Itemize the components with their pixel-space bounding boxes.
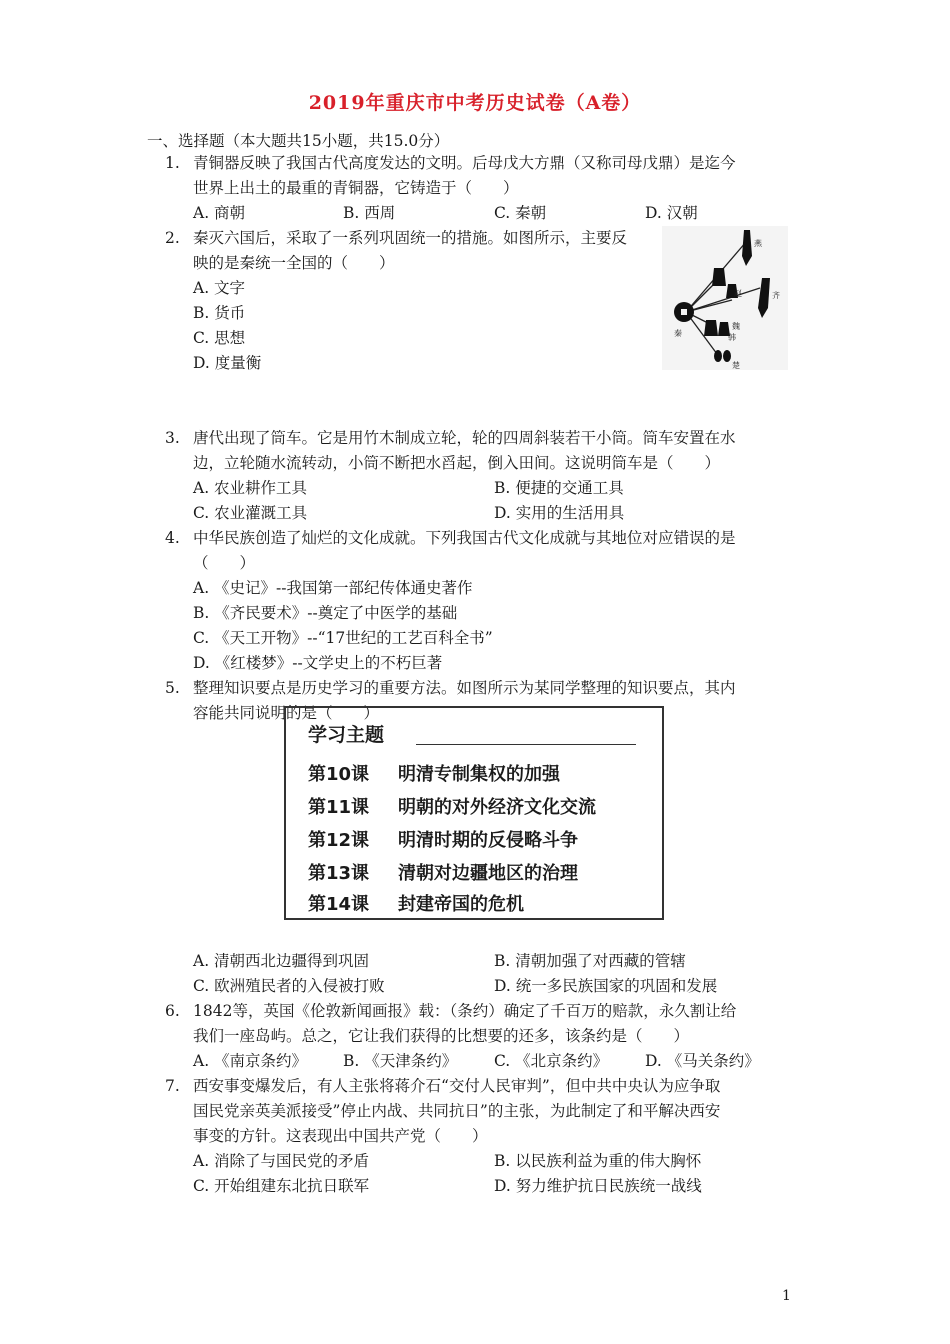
map-label-wei: 魏 bbox=[732, 322, 740, 331]
question-number: 2. bbox=[165, 229, 180, 247]
option-c: C. 秦朝 bbox=[494, 204, 547, 222]
question-text: 整理知识要点是历史学习的重要方法。如图所示为某同学整理的知识要点，其内 bbox=[193, 679, 736, 697]
question-text: 西安事变爆发后，有人主张将蒋介石“交付人民审判”，但中共中央认为应争取 bbox=[193, 1077, 721, 1095]
option-c: C. 开始组建东北抗日联军 bbox=[193, 1177, 370, 1195]
lesson-row bbox=[308, 890, 524, 916]
option-c: C. 思想 bbox=[193, 329, 246, 347]
option-b: B. 清朝加强了对西藏的管辖 bbox=[494, 952, 686, 970]
question-number: 6. bbox=[165, 1002, 180, 1020]
map-label-qi: 齐 bbox=[772, 291, 780, 300]
option-c: C. 欧洲殖民者的入侵被打败 bbox=[193, 977, 385, 995]
question-text: 我们一座岛屿。总之，它让我们获得的比想要的还多，该条约是（ ） bbox=[193, 1027, 690, 1045]
lesson-number: 第14课 bbox=[308, 894, 370, 915]
exam-title: 2019年重庆市中考历史试卷（A卷） bbox=[308, 92, 642, 114]
question-number: 1. bbox=[165, 154, 180, 172]
question-number: 4. bbox=[165, 529, 180, 547]
option-d: D. 度量衡 bbox=[193, 354, 262, 372]
lesson-row bbox=[308, 859, 578, 885]
lesson-row bbox=[308, 760, 560, 786]
figure-heading: 学习主题 bbox=[308, 724, 385, 746]
lesson-title: 清朝对边疆地区的治理 bbox=[398, 863, 578, 884]
question-text: 中华民族创造了灿烂的文化成就。下列我国古代文化成就与其地位对应错误的是 bbox=[193, 529, 736, 547]
lesson-title: 明清专制集权的加强 bbox=[398, 764, 560, 785]
option-b: B. 《齐民要术》--奠定了中医学的基础 bbox=[193, 604, 458, 622]
option-b: B. 以民族利益为重的伟大胸怀 bbox=[494, 1152, 702, 1170]
option-b: B. 货币 bbox=[193, 304, 246, 322]
question-text: 唐代出现了筒车。它是用竹木制成立轮，轮的四周斜装若干小筒。筒车安置在水 bbox=[193, 429, 736, 447]
question-number: 3. bbox=[165, 429, 180, 447]
question-text: 容能共同说明的是（ ） bbox=[193, 704, 380, 722]
option-a: A. 清朝西北边疆得到巩固 bbox=[193, 952, 370, 970]
map-label-han: 韩 bbox=[728, 333, 736, 342]
lesson-row bbox=[308, 826, 578, 852]
option-d: D. 努力维护抗日民族统一战线 bbox=[494, 1177, 702, 1195]
page-number: 1 bbox=[782, 1288, 791, 1304]
question-text: 映的是秦统一全国的（ ） bbox=[193, 254, 395, 272]
option-a: A. 商朝 bbox=[193, 204, 246, 222]
question-text: 国民党亲英美派接受”停止内战、共同抗日”的主张，为此制定了和平解决西安 bbox=[193, 1102, 721, 1120]
option-b: B. 《天津条约》 bbox=[343, 1052, 458, 1070]
option-a: A. 消除了与国民党的矛盾 bbox=[193, 1152, 370, 1170]
coin-map-figure bbox=[662, 226, 788, 370]
question-text: （ ） bbox=[193, 554, 256, 572]
option-c: C. 《天工开物》--“17世纪的工艺百科全书” bbox=[193, 629, 493, 647]
option-d: D. 实用的生活用具 bbox=[494, 504, 625, 522]
option-b: B. 西周 bbox=[343, 204, 396, 222]
option-d: D. 《马关条约》 bbox=[645, 1052, 760, 1070]
option-a: A. 《史记》--我国第一部纪传体通史著作 bbox=[193, 579, 473, 597]
question-text: 事变的方针。这表现出中国共产党（ ） bbox=[193, 1127, 488, 1145]
map-label-chu: 楚 bbox=[732, 361, 740, 370]
lesson-number: 第12课 bbox=[308, 830, 370, 851]
map-label-zhao: 赵 bbox=[734, 289, 742, 298]
question-text: 世界上出土的最重的青铜器，它铸造于（ ） bbox=[193, 179, 519, 197]
question-number: 5. bbox=[165, 679, 180, 697]
lesson-number: 第10课 bbox=[308, 764, 370, 785]
option-d: D. 统一多民族国家的巩固和发展 bbox=[494, 977, 718, 995]
map-label-qin: 秦 bbox=[674, 329, 682, 338]
section-heading: 一、选择题（本大题共15小题，共15.0分） bbox=[147, 132, 450, 150]
study-topic-figure bbox=[284, 706, 664, 920]
lesson-title: 明朝的对外经济文化交流 bbox=[398, 797, 596, 818]
option-a: A. 农业耕作工具 bbox=[193, 479, 308, 497]
option-c: C. 《北京条约》 bbox=[494, 1052, 609, 1070]
question-text: 青铜器反映了我国古代高度发达的文明。后母戊大方鼎（又称司母戊鼎）是迄今 bbox=[193, 154, 736, 172]
option-d: D. 汉朝 bbox=[645, 204, 698, 222]
question-text: 秦灭六国后，采取了一系列巩固统一的措施。如图所示，主要反 bbox=[193, 229, 628, 247]
lesson-row bbox=[308, 793, 596, 819]
map-label-yan: 燕 bbox=[754, 239, 762, 248]
lesson-number: 第13课 bbox=[308, 863, 370, 884]
lesson-number: 第11课 bbox=[308, 797, 370, 818]
option-a: A. 《南京条约》 bbox=[193, 1052, 308, 1070]
option-c: C. 农业灌溉工具 bbox=[193, 504, 308, 522]
option-d: D. 《红楼梦》--文学史上的不朽巨著 bbox=[193, 654, 443, 672]
figure-underline bbox=[416, 744, 636, 745]
question-text: 边，立轮随水流转动，小筒不断把水舀起，倒入田间。这说明筒车是（ ） bbox=[193, 454, 721, 472]
lesson-title: 封建帝国的危机 bbox=[398, 894, 524, 915]
lesson-title: 明清时期的反侵略斗争 bbox=[398, 830, 578, 851]
question-number: 7. bbox=[165, 1077, 180, 1095]
question-text: 1842等，英国《伦敦新闻画报》载：（条约）确定了千百万的赔款，永久割让给 bbox=[193, 1002, 737, 1020]
option-b: B. 便捷的交通工具 bbox=[494, 479, 624, 497]
option-a: A. 文字 bbox=[193, 279, 246, 297]
